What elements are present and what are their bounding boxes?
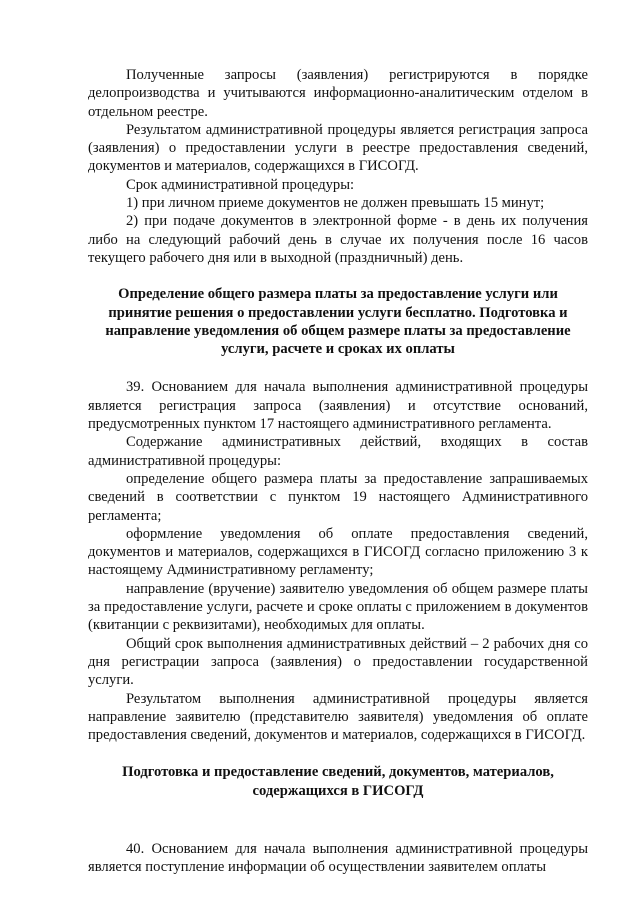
paragraph: 40. Основанием для начала выполнения административной процедуры является поступление информации об осуществлении заявителем оплаты: [88, 840, 588, 876]
paragraph: направление (вручение) заявителю уведомления об общем размере платы за предоставление услуги, расчете и сроке оплаты с приложением в документов (квитанции с реквизитами), необходимых для оплаты.: [88, 580, 588, 634]
spacer: [88, 744, 588, 763]
paragraph: Результатом выполнения административной процедуры является направление заявителю (представителю заявителя) уведомления об оплате предоставления сведений, документов и материалов, содержащихся в ГИСОГД.: [88, 690, 588, 744]
paragraph: Срок административной процедуры:: [126, 176, 355, 193]
paragraph: Результатом административной процедуры является регистрация запроса (заявления) о предоставлении услуги в реестре предоставления сведений, документов и материалов, содержащихся в ГИСОГД.: [88, 121, 588, 175]
spacer: [88, 800, 588, 840]
paragraph: Общий срок выполнения административных действий – 2 рабочих дня со дня регистрации запроса (заявления) о предоставлении государственной услуги.: [88, 635, 588, 689]
paragraph: 2) при подаче документов в электронной форме - в день их получения либо на следующий рабочий день в случае их получения после 16 часов текущего рабочего дня или в выходной (праздничный) день.: [88, 213, 588, 266]
spacer: [88, 267, 588, 285]
paragraph: Полученные запросы (заявления) регистрируются в порядке делопроизводства и учитываются информационно-аналитическим отделом в отдельном реестре.: [88, 67, 588, 120]
paragraph: 1) при личном приеме документов не должен превышать 15 минут;: [126, 195, 545, 212]
section-heading: Определение общего размера платы за предоставление услуги или принятие решения о предоставлении услуги бесплатно. Подготовка и направление уведомления об общем размере платы за предоставление услуги, расчете и сроках их оплаты: [105, 286, 571, 358]
document-page: [88, 66, 588, 877]
section-heading: Подготовка и предоставление сведений, документов, материалов, содержащихся в ГИСОГД: [122, 764, 554, 799]
paragraph: 39. Основанием для начала выполнения административной процедуры является регистрация запроса (заявления) и отсутствие оснований, предусмотренных пунктом 17 настоящего административного регламента.: [88, 379, 588, 433]
spacer: [88, 358, 588, 378]
paragraph: Содержание административных действий, входящих в состав административной процедуры:: [88, 434, 588, 469]
paragraph: определение общего размера платы за предоставление запрашиваемых сведений в соответствии с пунктом 19 настоящего Административного регламента;: [88, 470, 588, 524]
paragraph: оформление уведомления об оплате предоставления сведений, документов и материалов, содержащихся в ГИСОГД согласно приложению 3 к настоящему Административному регламенту;: [88, 525, 588, 579]
